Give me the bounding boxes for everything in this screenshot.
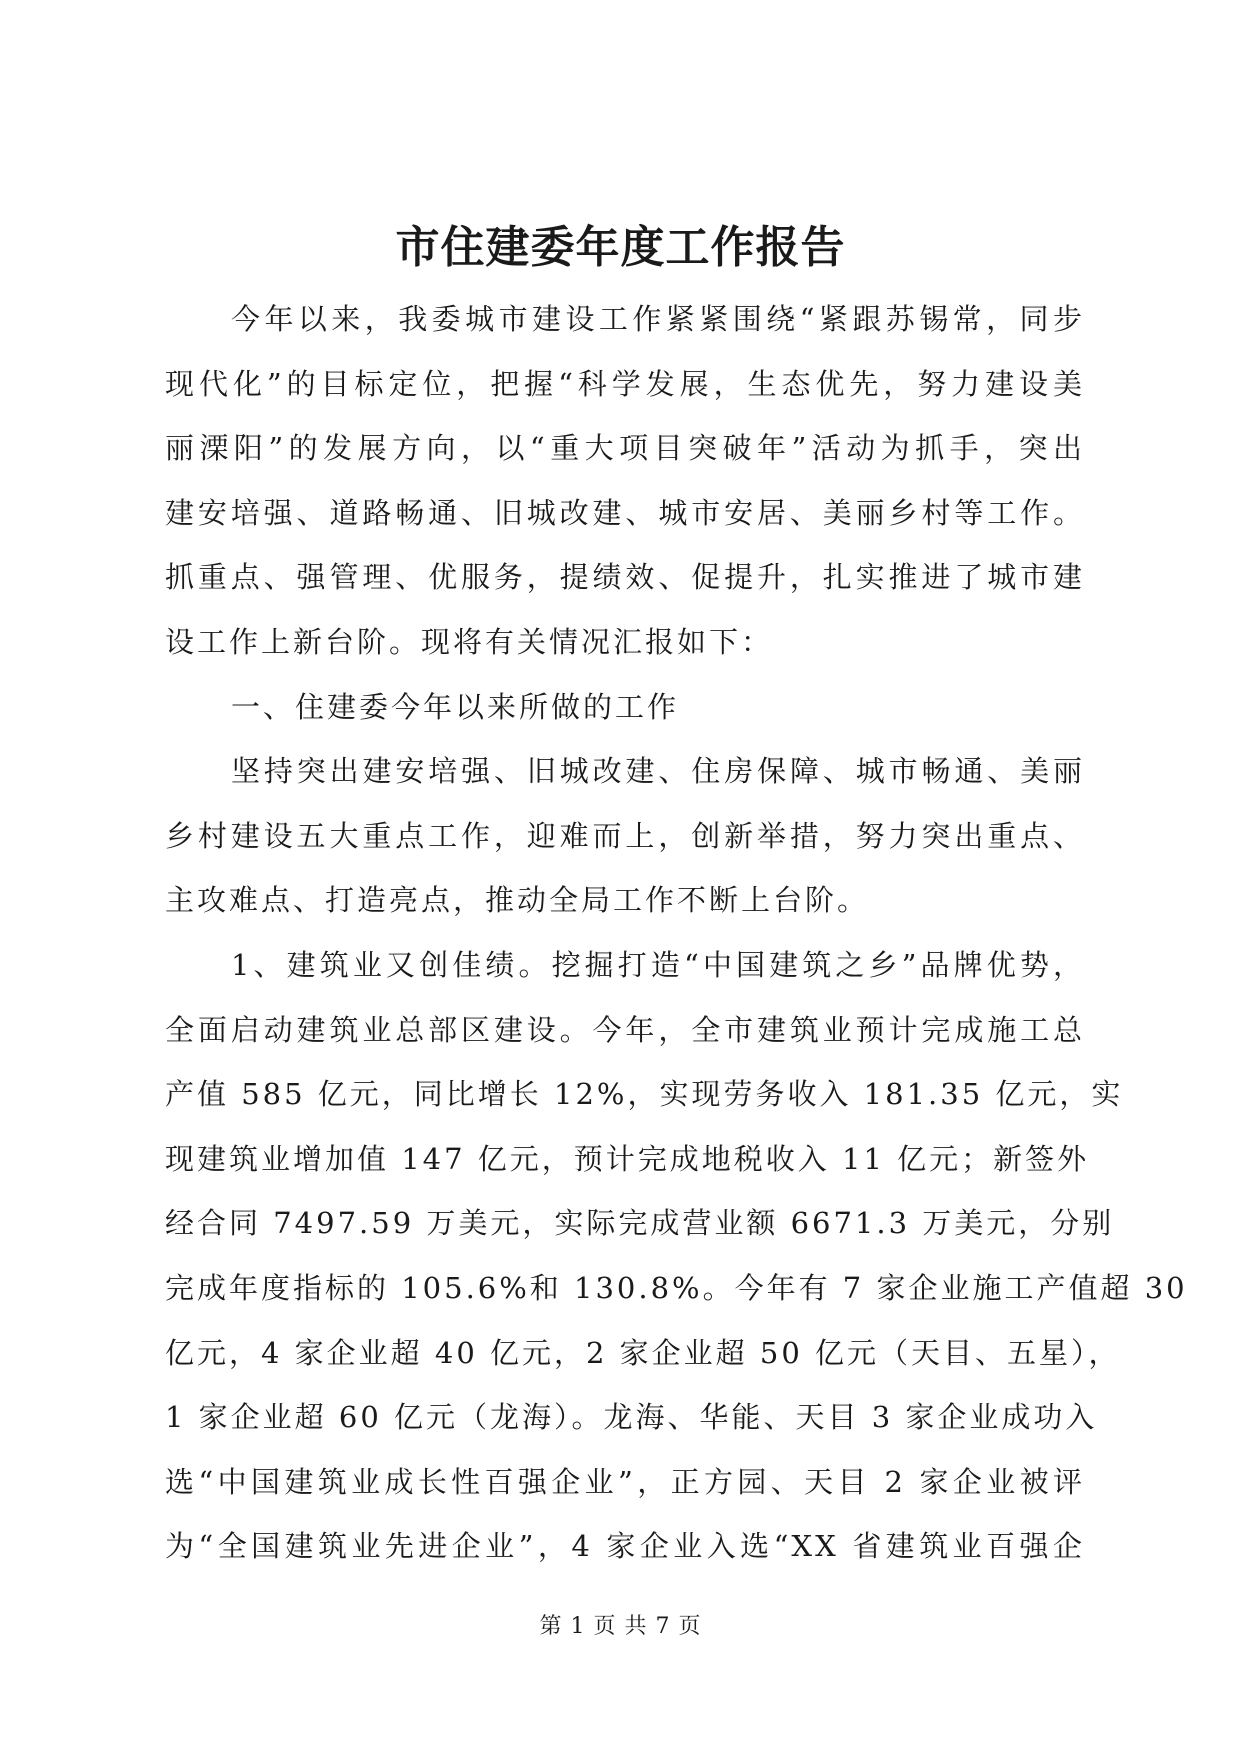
body-text-line: 为“全国建筑业先进企业”，4 家企业入选“XX 省建筑业百强企 [165,1529,1085,1564]
body-text-line: 丽溧阳”的发展方向，以“重大项目突破年”活动为抓手，突出 [165,431,1085,466]
page-footer: 第 1 页 共 7 页 [539,1614,702,1639]
body-text-line: 全面启动建筑业总部区建设。今年，全市建筑业预计完成施工总 [165,1012,1085,1047]
body-text-line: 一、住建委今年以来所做的工作 [231,689,680,724]
body-text-line: 建安培强、道路畅通、旧城改建、城市安居、美丽乡村等工作。 [165,495,1085,530]
document-title: 市住建委年度工作报告 [395,222,846,273]
body-text-line: 乡村建设五大重点工作，迎难而上，创新举措，努力突出重点、 [165,818,1085,853]
document-body [165,287,1188,1579]
body-text-line: 亿元，4 家企业超 40 亿元，2 家企业超 50 亿元（天目、五星）， [165,1335,1121,1370]
body-text-line: 经合同 7497.59 万美元，实际完成营业额 6671.3 万美元，分别 [165,1206,1115,1241]
body-text-line: 现建筑业增加值 147 亿元，预计完成地税收入 11 亿元；新签外 [165,1141,1090,1176]
body-text-line: 坚持突出建安培强、旧城改建、住房保障、城市畅通、美丽 [231,754,1085,789]
body-text-line: 1 家企业超 60 亿元（龙海）。龙海、华能、天目 3 家企业成功入 [165,1400,1098,1435]
body-text-line: 现代化”的目标定位，把握“科学发展，生态优先，努力建设美 [165,366,1085,401]
body-text-line: 完成年度指标的 105.6%和 130.8%。今年有 7 家企业施工产值超 30 [165,1270,1188,1305]
body-text-line: 选“中国建筑业成长性百强企业”，正方园、天目 2 家企业被评 [165,1464,1085,1499]
body-text-line: 1、建筑业又创佳绩。挖掘打造“中国建筑之乡”品牌优势， [231,947,1085,982]
body-text-line: 产值 585 亿元，同比增长 12%，实现劳务收入 181.35 亿元，实 [165,1077,1124,1112]
body-text-line: 主攻难点、打造亮点，推动全局工作不断上台阶。 [165,883,870,918]
body-text-line: 抓重点、强管理、优服务，提绩效、促提升，扎实推进了城市建 [165,560,1085,595]
body-text-line: 设工作上新台阶。现将有关情况汇报如下： [165,624,774,659]
body-text-line: 今年以来，我委城市建设工作紧紧围绕“紧跟苏锡常，同步 [231,302,1085,336]
